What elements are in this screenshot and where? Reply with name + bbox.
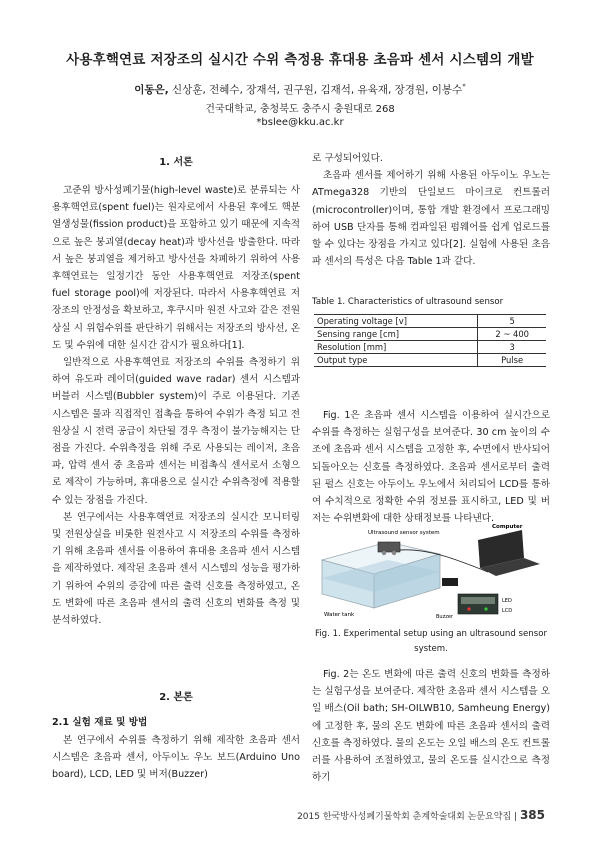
table-cell: 3 bbox=[478, 341, 546, 354]
characteristics-table bbox=[314, 314, 546, 367]
figure-label-computer: Computer bbox=[492, 524, 523, 530]
figure-label-buzzer: Buzzer bbox=[436, 614, 453, 620]
experimental-setup-figure bbox=[318, 520, 546, 622]
table-row bbox=[314, 328, 546, 341]
figure-label-sensor-system: Ultrasound sensor system bbox=[368, 530, 440, 536]
right-column-top bbox=[312, 150, 550, 270]
paper-title: 사용후핵연료 저장조의 실시간 수위 측정용 휴대용 초음파 센서 시스템의 개발 bbox=[66, 52, 534, 68]
figure-caption: Fig. 1. Experimental setup using an ultrasound sensor system. bbox=[314, 629, 548, 654]
co-authors: 신상훈, 전혜수, 장재석, 권구원, 김재석, 유육재, 장경원, 이봉수 bbox=[168, 84, 463, 96]
right-column-bottom bbox=[312, 666, 550, 786]
table-caption: Table 1. Characteristics of ultrasound sensor bbox=[312, 297, 504, 307]
affiliation: 건국대학교, 충청북도 충주시 충원대로 268 bbox=[205, 104, 395, 115]
table-row bbox=[314, 354, 546, 367]
table-row bbox=[314, 315, 546, 328]
table-cell: 5 bbox=[478, 315, 546, 328]
paragraph: 고준위 방사성폐기물(high-level waste)로 분류되는 사용후핵연료(spent fuel)는 원자로에서 사용된 후에도 핵분열생성물(fission product)을 포함하고 있기 때문에 지속적으로 높은 붕괴열(decay heat)과 방사선을 방출한다. 따라서 높은 붕괴열을 제거하고 방사선을 차폐하기 위하여 사용후핵연료는 일정기간 동안 사용후핵연료 저장조(spent fuel storage pool)에 저장된다. 따라서 사용후핵연료 저장조의 안정성을 확보하고, 후쿠시마 원전 사고와 같은 전원상실 시 위험수위를 판단하기 위해서는 저장조의 방사선, 온도 및 수위에 대한 실시간 감시가 필요하다[1]. bbox=[52, 185, 300, 351]
figure-label-lcd: LCD bbox=[502, 608, 513, 614]
paragraph: 초음파 센서를 제어하기 위해 사용된 아두이노 우노는 ATmega328 기반의 단일보드 마이크로 컨트롤러(microcontroller)이며, 통합 개발 환경에서 프로그래밍 하여 USB 단자를 통해 컴파일된 펌웨어를 쉽게 업로드를 할 수 있다는 장점을 가지고 있다[2]. 실험에 사용된 초음파 센서의 특성은 다음 Table 1과 같다. bbox=[312, 170, 550, 268]
author-list bbox=[0, 82, 600, 97]
paragraph: Fig. 1은 초음파 센서 시스템을 이용하여 실시간으로 수위를 측정하는 실험구성을 보여준다. 30 cm 높이의 수조에 초음파 센서 시스템을 고정한 후, 수면에서 반사되어 되돌아오는 신호를 측정하였다. 초음파 센서로부터 출력된 펄스 신호는 아두이노 우노에서 처리되어 LCD를 통하여 수치적으로 정확한 수위 정보를 표시하고, LED 및 버저는 수위변화에 대한 상태정보를 나타낸다. bbox=[312, 410, 550, 525]
page-footer bbox=[297, 808, 545, 822]
lcd-panel-graphic bbox=[458, 594, 498, 614]
table-row bbox=[314, 341, 546, 354]
figure-label-water-tank: Water tank bbox=[324, 612, 355, 618]
paragraph: 본 연구에서는 사용후핵연료 저장조의 실시간 모니터링 및 전원상실을 비롯한 원전사고 시 저장조의 수위를 측정하기 위해 초음파 센서를 이용하여 휴대용 초음파 센서 시스템을 제작하였다. 제작된 초음파 센서 시스템의 성능을 평가하기 위하여 수위의 증감에 따른 출력 신호를 측정하였고, 온도 변화에 따른 초음파 센서의 출력 신호의 변화를 측정 및 분석하였다. bbox=[52, 511, 300, 627]
laptop-graphic bbox=[478, 530, 540, 576]
footer-separator: | bbox=[514, 812, 518, 822]
figure-label-led: LED bbox=[502, 598, 512, 604]
footer-text: 2015 한국방사성폐기물학회 춘계학술대회 논문요약집 bbox=[297, 812, 512, 822]
table-cell: Sensing range [cm] bbox=[314, 328, 478, 341]
paragraph: 일반적으로 사용후핵연료 저장조의 수위를 측정하기 위하여 유도파 레이더(guided wave radar) 센서 시스템과 버블러 시스템(Bubbler system)이 주로 이용된다. 기존 시스템은 물과 직접적인 접촉을 통하여 수위가 측정 되고 전원상실 시 전력 공급이 차단될 경우 측정이 불가능해지는 단점을 가진다. 수위측정을 위해 주로 사용되는 레이저, 초음파, 압력 센서 중 초음파 센서는 비접촉식 센서로서 소형으로 제작이 가능하며, 휴대용으로 실시간 수위측정에 적용할 수 있는 장점을 가진다. bbox=[52, 357, 300, 506]
table-cell: Operating voltage [v] bbox=[314, 315, 478, 328]
page-number: 385 bbox=[519, 808, 545, 822]
paragraph-continuation: 로 구성되어있다. bbox=[312, 153, 383, 164]
left-column-intro bbox=[52, 182, 300, 629]
lead-author: 이동은, bbox=[134, 84, 169, 96]
left-column-body bbox=[52, 732, 300, 784]
paragraph: 본 연구에서 수위를 측정하기 위해 제작한 초음파 센서 시스템은 초음파 센서, 아두이노 우노 보드(Arduino Uno board), LCD, LED 및 버저(Buzzer) bbox=[52, 735, 300, 781]
table-cell: Resolution [mm] bbox=[314, 341, 478, 354]
table-cell: Output type bbox=[314, 354, 478, 367]
table-cell: Pulse bbox=[478, 354, 546, 367]
corresponding-mark: * bbox=[462, 82, 466, 91]
section-heading-body: 2. 본론 bbox=[159, 692, 193, 703]
paragraph: Fig. 2는 온도 변화에 따른 출력 신호의 변화를 측정하는 실험구성을 보여준다. 제작한 초음파 센서 시스템을 오일 배스(Oil bath; SH-OILWB10, Samheung Energy)에 고정한 후, 물의 온도 변화에 따른 초음파 센서의 출력 신호를 측정하였다. 물의 온도는 오일 배스의 온도 컨트롤러를 사용하여 조절하였고, 물의 온도를 실시간으로 측정하기 bbox=[312, 669, 550, 784]
section-heading-intro: 1. 서론 bbox=[159, 157, 193, 168]
subsection-heading: 2.1 실험 재료 및 방법 bbox=[52, 717, 148, 728]
right-column-mid bbox=[312, 407, 550, 527]
arduino-box-graphic bbox=[442, 578, 458, 586]
table-cell: 2 ~ 400 bbox=[478, 328, 546, 341]
email: *bslee@kku.ac.kr bbox=[256, 117, 344, 128]
